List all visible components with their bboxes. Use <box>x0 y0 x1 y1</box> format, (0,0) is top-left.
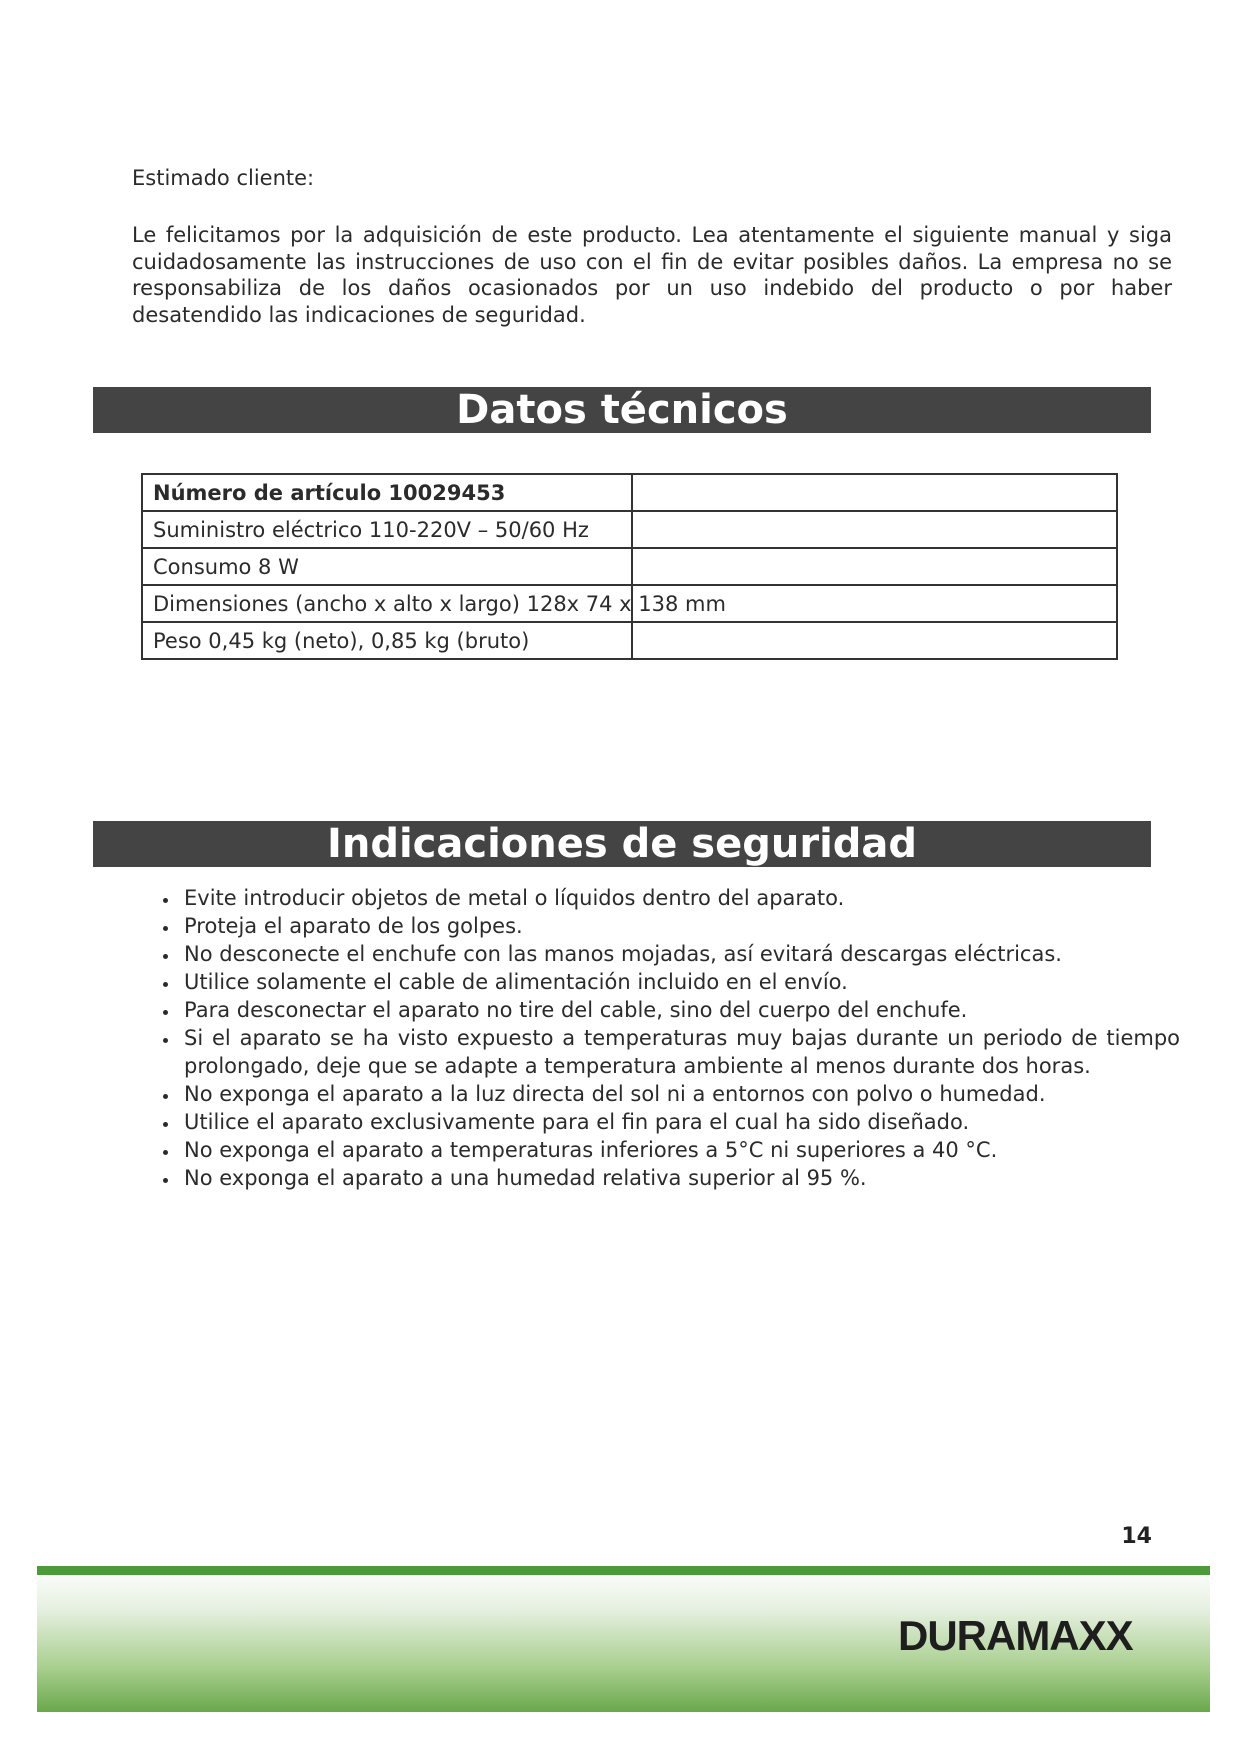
table-row <box>142 622 1117 659</box>
list-item: • Para desconectar el aparato no tire del cable, sino del cuerpo del enchufe. <box>180 996 1180 1024</box>
intro-paragraph: Le felicitamos por la adquisición de este producto. Lea atentamente el siguiente manual y siga cuidadosamente las instrucciones de uso con el fin de evitar posibles daños. La empresa no se responsabiliza de los daños ocasionados por un uso indebido del producto o por haber desatendido las indicaciones de seguridad. <box>132 223 1172 327</box>
list-item: • Proteja el aparato de los golpes. <box>180 912 1180 940</box>
spec-empty-cell <box>632 511 1117 548</box>
list-item: • No exponga el aparato a temperaturas inferiores a 5°C ni superiores a 40 °C. <box>180 1136 1180 1164</box>
table-row <box>142 474 1117 511</box>
safety-list <box>152 884 1180 1192</box>
table-row <box>142 511 1117 548</box>
list-item: • No exponga el aparato a la luz directa del sol ni a entornos con polvo o humedad. <box>180 1080 1180 1108</box>
greeting: Estimado cliente: <box>132 166 315 190</box>
list-item: • No exponga el aparato a una humedad relativa superior al 95 %. <box>180 1164 1180 1192</box>
brand-logo: DURAMAXX <box>898 1612 1133 1659</box>
spec-empty-cell <box>632 474 1117 511</box>
table-row <box>142 548 1117 585</box>
list-item: • No desconecte el enchufe con las manos mojadas, así evitará descargas eléctricas. <box>180 940 1180 968</box>
spec-dimensions: Dimensiones (ancho x alto x largo) 128x 74 x 138 mm <box>142 585 632 622</box>
footer-divider <box>37 1566 1210 1575</box>
list-item: • Evite introducir objetos de metal o líquidos dentro del aparato. <box>180 884 1180 912</box>
spec-item-number: Número de artículo 10029453 <box>142 474 632 511</box>
technical-data-heading: Datos técnicos <box>93 387 1151 433</box>
technical-data-table <box>141 473 1118 660</box>
table-row <box>142 585 1117 622</box>
spec-consumption: Consumo 8 W <box>142 548 632 585</box>
list-item: • Utilice solamente el cable de alimentación incluido en el envío. <box>180 968 1180 996</box>
spec-empty-cell <box>632 622 1117 659</box>
spec-empty-cell <box>632 548 1117 585</box>
safety-heading: Indicaciones de seguridad <box>93 821 1151 867</box>
spec-weight: Peso 0,45 kg (neto), 0,85 kg (bruto) <box>142 622 632 659</box>
page-number: 14 <box>1121 1524 1152 1549</box>
spec-power-supply: Suministro eléctrico 110-220V – 50/60 Hz <box>142 511 632 548</box>
list-item: • Si el aparato se ha visto expuesto a temperaturas muy bajas durante un periodo de tiempo prolongado, deje que se adapte a temperatura ambiente al menos durante dos horas. <box>180 1024 1180 1080</box>
list-item: • Utilice el aparato exclusivamente para el fin para el cual ha sido diseñado. <box>180 1108 1180 1136</box>
